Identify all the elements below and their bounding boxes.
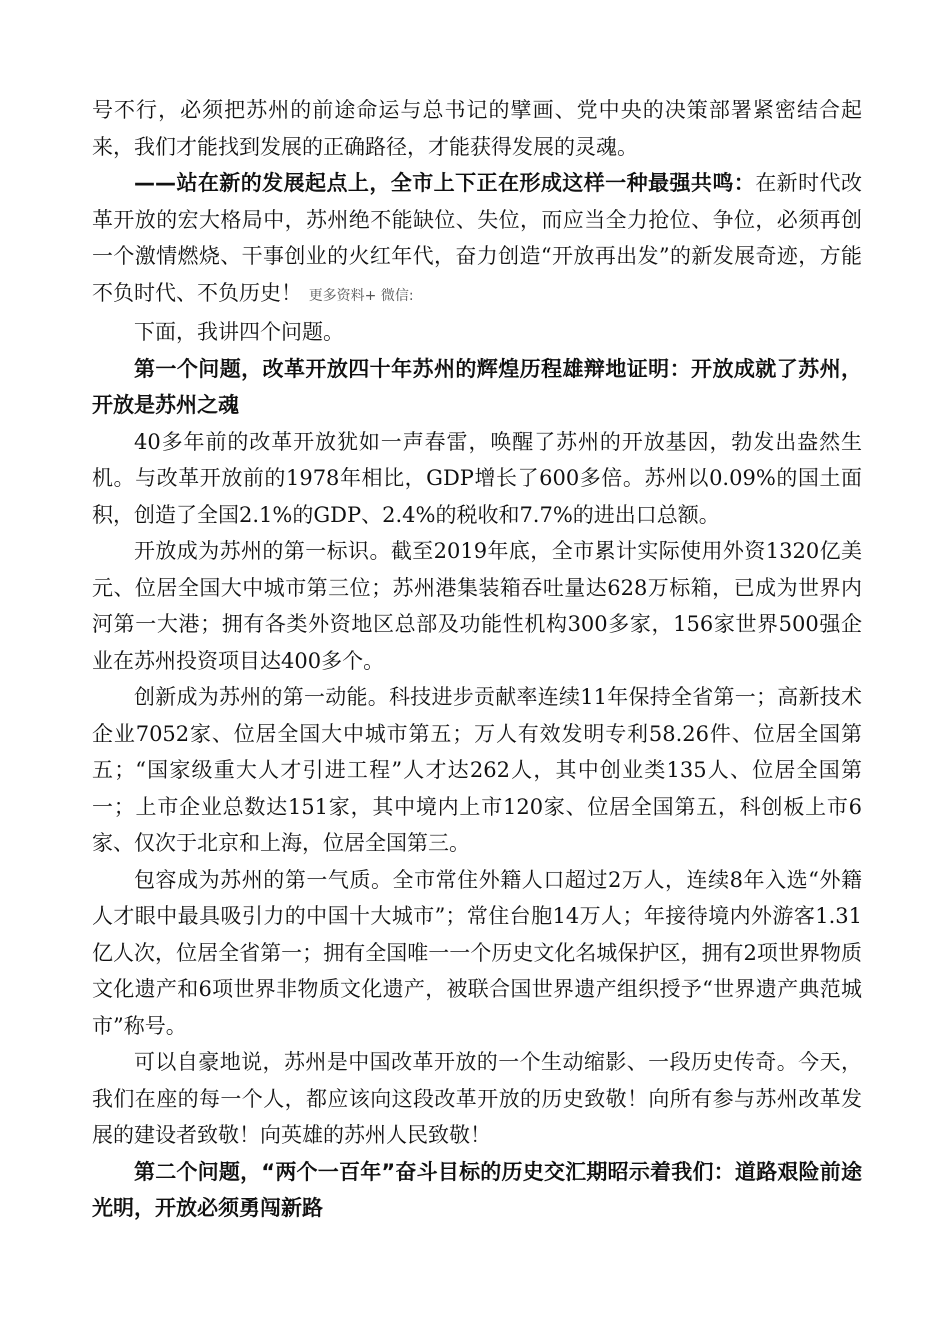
paragraph-tribute: 可以自豪地说，苏州是中国改革开放的一个生动缩影、一段历史传奇。今天，我们在座的每一个人，都应该向这段改革开放的历史致敬！向所有参与苏州改革发展的建设者致敬！向英雄的苏州人民致敬！ [92, 1050, 862, 1147]
document-page [92, 92, 862, 1227]
paragraph-intro: 下面，我讲四个问题。 [134, 320, 344, 344]
paragraph-innovation: 创新成为苏州的第一动能。科技进步贡献率连续11年保持全省第一；高新技术企业7052家、位居全国大中城市第五；万人有效发明专利58.26件、位居全国第五；“国家级重大人才引进工程”人才达262人，其中创业类135人、位居全国第一；上市企业总数达151家，其中境内上市120家、位居全国第五，科创板上市6家、仅次于北京和上海，位居全国第三。 [92, 685, 862, 855]
paragraph-inclusiveness: 包容成为苏州的第一气质。全市常住外籍人口超过2万人，连续8年入选“外籍人才眼中最具吸引力的中国十大城市”；常住台胞14万人；年接待境内外游客1.31亿人次，位居全省第一；拥有全国唯一一个历史文化名城保护区，拥有2项世界物质文化遗产和6项世界非物质文化遗产，被联合国世界遗产组织授予“世界遗产典范城市”称号。 [92, 867, 862, 1038]
resonance-body: 在新时代改革开放的宏大格局中，苏州绝不能缺位、失位，而应当全力抢位、争位，必须再创一个激情燃烧、干事创业的火红年代，奋力创造“开放再出发”的新发展奇迹，方能不负时代、不负历史！ [92, 171, 862, 305]
more-info-note: 更多资料+ 微信: [308, 287, 414, 304]
resonance-lead: ——站在新的发展起点上，全市上下正在形成这样一种最强共鸣： [134, 171, 756, 195]
paragraph-continuation: 号不行，必须把苏州的前途命运与总书记的擘画、党中央的决策部署紧密结合起来，我们才能找到发展的正确路径，才能获得发展的灵魂。 [92, 98, 862, 159]
section-heading-1: 第一个问题，改革开放四十年苏州的辉煌历程雄辩地证明：开放成就了苏州，开放是苏州之魂 [92, 356, 862, 417]
paragraph-resonance [92, 165, 862, 314]
section-heading-2: 第二个问题，“两个一百年”奋斗目标的历史交汇期昭示着我们：道路艰险前途光明，开放必须勇闯新路 [92, 1159, 862, 1220]
paragraph-openness: 开放成为苏州的第一标识。截至2019年底，全市累计实际使用外资1320亿美元、位居全国大中城市第三位；苏州港集装箱吞吐量达628万标箱，已成为世界内河第一大港；拥有各类外资地区总部及功能性机构300多家，156家世界500强企业在苏州投资项目达400多个。 [92, 539, 862, 673]
paragraph-reform-history: 40多年前的改革开放犹如一声春雷，唤醒了苏州的开放基因，勃发出盎然生机。与改革开放前的1978年相比，GDP增长了600多倍。苏州以0.09%的国土面积，创造了全国2.1%的GDP、2.4%的税收和7.7%的进出口总额。 [92, 429, 862, 527]
